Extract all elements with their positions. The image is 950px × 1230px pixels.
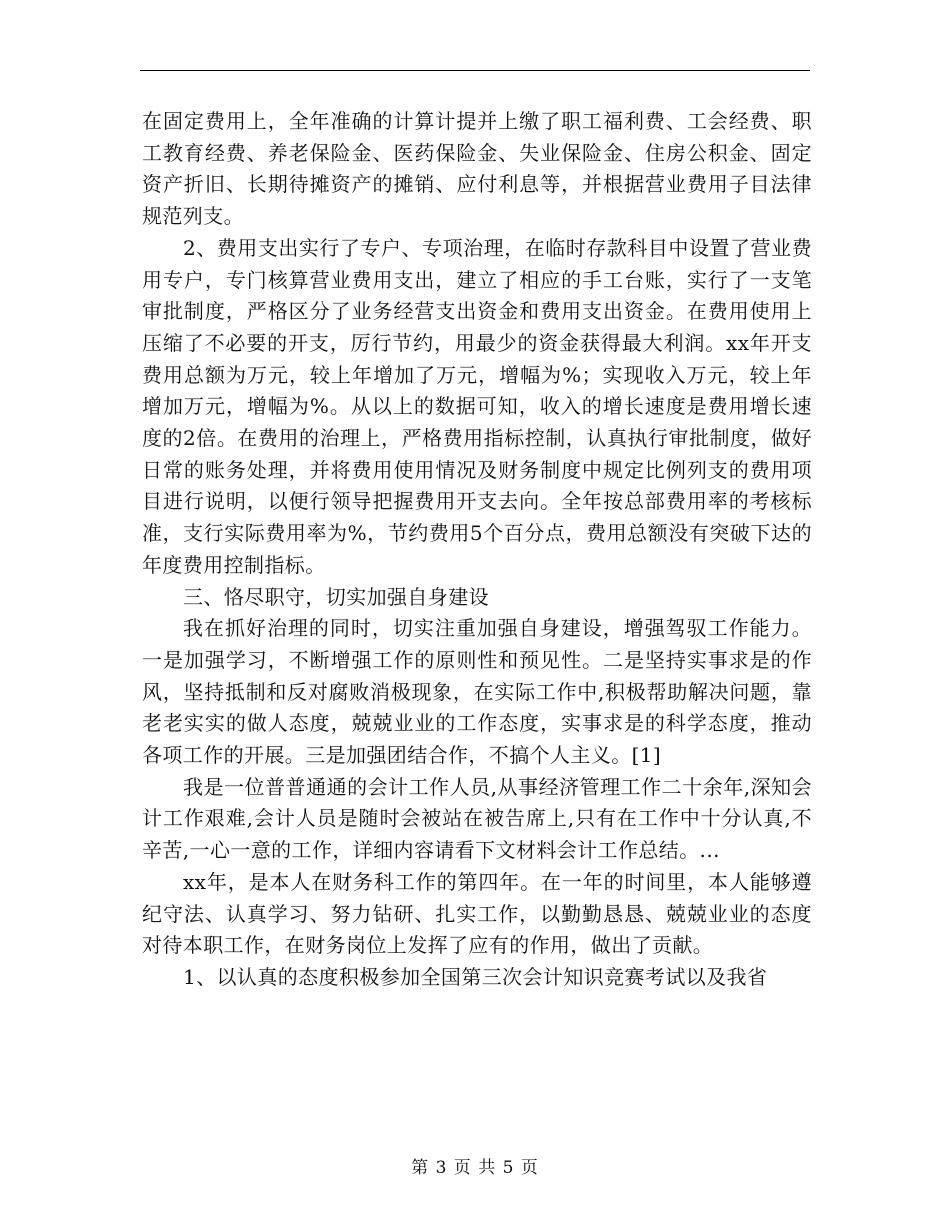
header-rule — [140, 70, 810, 71]
paragraph-accountant-intro: 我是一位普普通通的会计工作人员,从事经济管理工作二十余年,深知会计工作艰难,会计人员是随时会被站在被告席上,只有在工作中十分认真,不辛苦,一心一意的工作，详细内容请看下文材料会计工作总结。... — [142, 774, 812, 863]
paragraph-self-building: 我在抓好治理的同时，切实注重加强自身建设，增强驾驭工作能力。一是加强学习，不断增强工作的原则性和预见性。二是坚持实事求是的作风，坚持抵制和反对腐败消极现象，在实际工作中,积极帮助解决问题，靠老老实实的做人态度，兢兢业业的工作态度，实事求是的科学态度，推动各项工作的开展。三是加强团结合作，不搞个人主义。[1] — [142, 616, 812, 768]
paragraph-fourth-year: xx年，是本人在财务科工作的第四年。在一年的时间里，本人能够遵纪守法、认真学习、努力钻研、扎实工作，以勤勤恳恳、兢兢业业的态度对待本职工作，在财务岗位上发挥了应有的作用，做出了贡献。 — [142, 869, 812, 958]
page-number-footer: 第 3 页 共 5 页 — [411, 1158, 539, 1178]
section-heading-self-building: 三、恪尽职守，切实加强自身建设 — [183, 584, 489, 609]
document-body — [142, 106, 812, 994]
paragraph-fixed-costs: 在固定费用上，全年准确的计算计提并上缴了职工福利费、工会经费、职工教育经费、养老保险金、医药保险金、失业保险金、住房公积金、固定资产折旧、长期待摊资产的摊销、应付利息等，并根据营业费用子目法律规范列支。 — [142, 109, 812, 229]
paragraph-expense-management: 2、费用支出实行了专户、专项治理，在临时存款科目中设置了营业费用专户，专门核算营业费用支出，建立了相应的手工台账，实行了一支笔审批制度，严格区分了业务经营支出资金和费用支出资金。在费用使用上压缩了不必要的开支，厉行节约，用最少的资金获得最大利润。xx年开支费用总额为万元，较上年增加了万元，增幅为%；实现收入万元，较上年增加万元，增幅为%。从以上的数据可知，收入的增长速度是费用增长速度的2倍。在费用的治理上，严格费用指标控制，认真执行审批制度，做好日常的账务处理，并将费用使用情况及财务制度中规定比例列支的费用项目进行说明，以便行领导把握费用开支去向。全年按总部费用率的考核标准，支行实际费用率为%，节约费用5个百分点，费用总额没有突破下达的年度费用控制指标。 — [142, 235, 812, 577]
paragraph-competition: 1、以认真的态度积极参加全国第三次会计知识竞赛考试以及我省 — [183, 964, 768, 989]
